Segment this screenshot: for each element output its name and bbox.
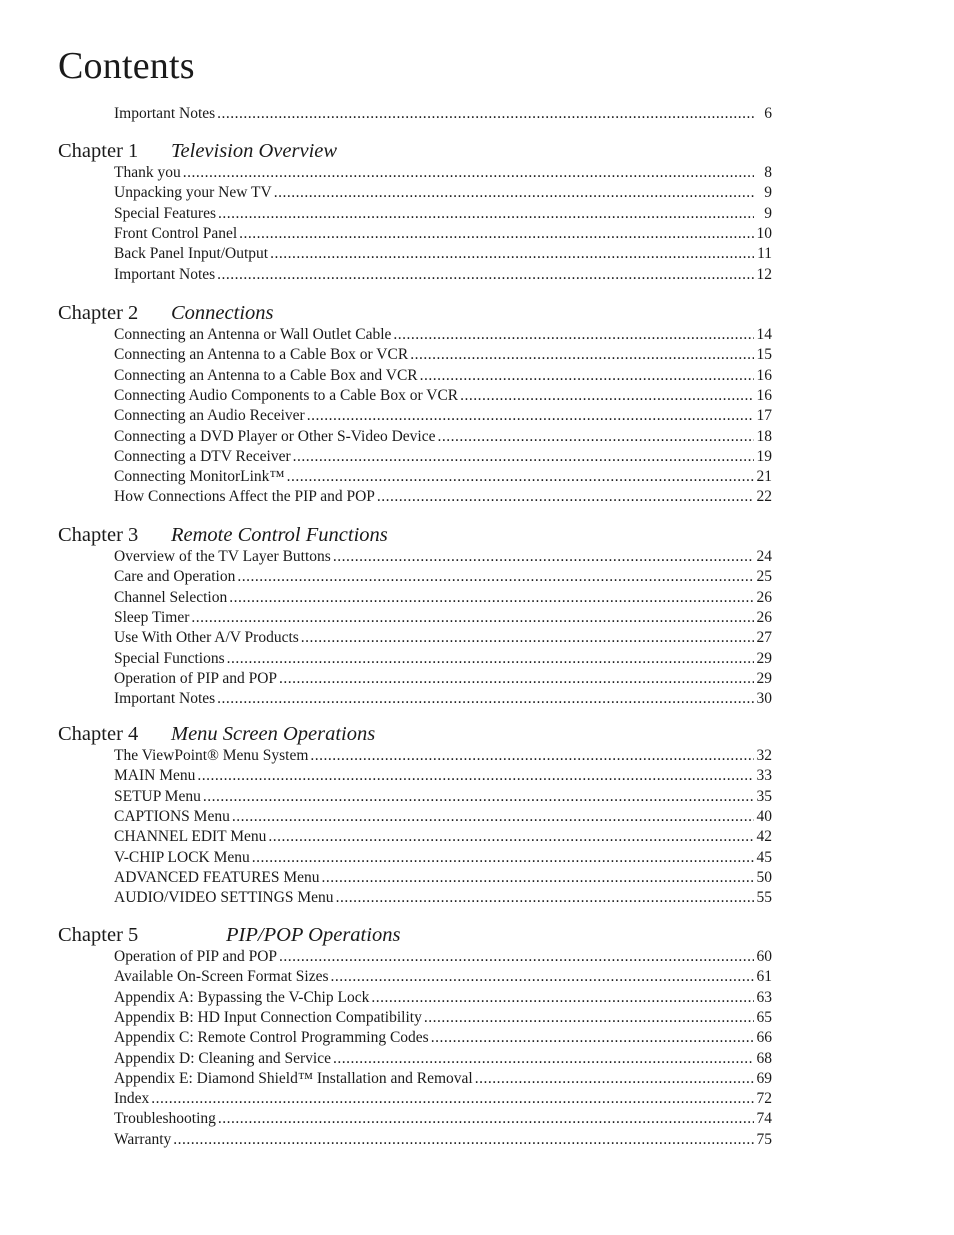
toc-entry-label: Special Functions xyxy=(114,649,225,667)
dot-leader xyxy=(268,828,754,846)
toc-entry-label: MAIN Menu xyxy=(114,767,196,785)
toc-entry-label: V-CHIP LOCK Menu xyxy=(114,848,250,866)
toc-entry-page: 6 xyxy=(764,105,772,122)
toc-entry[interactable] xyxy=(114,367,772,385)
toc-entry[interactable] xyxy=(114,747,772,765)
toc-entry-page: 75 xyxy=(756,1130,772,1148)
toc-entry-label: Connecting an Antenna to a Cable Box or VCR xyxy=(114,346,409,364)
toc-entry-label: Appendix A: Bypassing the V-Chip Lock xyxy=(114,988,370,1006)
toc-entry-page: 45 xyxy=(756,848,772,866)
dot-leader xyxy=(197,767,754,785)
toc-entry-page: 29 xyxy=(756,669,772,687)
toc-entry[interactable] xyxy=(114,1070,772,1088)
toc-entry[interactable] xyxy=(114,164,772,182)
chapter-name: Television Overview xyxy=(171,140,338,162)
toc-entry-page: 68 xyxy=(756,1049,772,1067)
toc-entry-label: Connecting a DTV Receiver xyxy=(114,447,291,465)
toc-entry-page: 55 xyxy=(756,889,772,907)
chapter-number: Chapter 2 xyxy=(58,302,139,324)
toc-entry-label: Connecting an Antenna or Wall Outlet Cable xyxy=(114,326,392,343)
chapter-name: Remote Control Functions xyxy=(171,524,388,546)
toc-entry-label: AUDIO/VIDEO SETTINGS Menu xyxy=(114,889,334,907)
toc-entry-page: 21 xyxy=(756,468,772,486)
dot-leader xyxy=(410,346,754,364)
toc-entry[interactable] xyxy=(114,948,772,966)
dot-leader xyxy=(333,548,754,566)
toc-entry-label: Appendix E: Diamond Shield™ Installation and Removal xyxy=(114,1069,473,1087)
toc-entry[interactable] xyxy=(114,1131,772,1149)
chapter-name: Connections xyxy=(171,302,274,324)
toc-entry-page: 17 xyxy=(756,407,772,425)
toc-entry-page: 65 xyxy=(756,1008,772,1026)
toc-entry[interactable] xyxy=(114,650,772,668)
dot-leader xyxy=(279,948,754,966)
toc-entry-label: Available On-Screen Format Sizes xyxy=(114,968,329,986)
dot-leader xyxy=(293,448,754,466)
toc-entry-label: Appendix D: Cleaning and Service xyxy=(114,1049,331,1067)
toc-entry-page: 74 xyxy=(756,1110,772,1128)
toc-entry-label: Operation of PIP and POP xyxy=(114,669,278,687)
dot-leader xyxy=(279,670,754,688)
toc-entry[interactable] xyxy=(114,808,772,826)
toc-entry-label: Important Notes xyxy=(114,265,216,283)
toc-entry[interactable] xyxy=(114,488,772,506)
dot-leader xyxy=(217,266,754,284)
toc-entry[interactable] xyxy=(114,266,772,284)
toc-entry-label: ADVANCED FEATURES Menu xyxy=(114,868,320,886)
toc-entry-label: Connecting an Audio Receiver xyxy=(114,407,305,425)
toc-entry-label: Important Notes xyxy=(114,105,216,122)
toc-entry-label: The ViewPoint® Menu System xyxy=(114,747,309,764)
toc-entry[interactable] xyxy=(114,849,772,867)
toc-entry-label: Front Control Panel xyxy=(114,224,238,242)
dot-leader xyxy=(274,184,754,202)
toc-entry-page: 50 xyxy=(756,868,772,886)
chapter-number: Chapter 3 xyxy=(58,524,139,546)
dot-leader xyxy=(203,788,754,806)
dot-leader xyxy=(252,849,754,867)
dot-leader xyxy=(420,367,754,385)
toc-entry-page: 26 xyxy=(756,608,772,626)
toc-entry-page: 10 xyxy=(756,224,772,242)
toc-entry-label: Care and Operation xyxy=(114,568,236,586)
toc-entry[interactable] xyxy=(114,1110,772,1128)
toc-entry-label: Troubleshooting xyxy=(114,1110,216,1128)
toc-entry-page: 35 xyxy=(756,787,772,805)
toc-entry-page: 40 xyxy=(756,807,772,825)
toc-entry-label: How Connections Affect the PIP and POP xyxy=(114,488,375,506)
toc-entry-label: SETUP Menu xyxy=(114,787,201,805)
toc-entry-page: 26 xyxy=(756,588,772,606)
toc-entry-page: 16 xyxy=(756,386,772,404)
toc-entry-label: Special Features xyxy=(114,204,217,222)
toc-entry-label: Index xyxy=(114,1090,150,1108)
toc-entry-page: 24 xyxy=(756,548,772,565)
chapter-number: Chapter 5 xyxy=(58,924,139,946)
dot-leader xyxy=(218,205,754,223)
chapter-number: Chapter 1 xyxy=(58,140,139,162)
dot-leader xyxy=(173,1131,754,1149)
dot-leader xyxy=(301,629,754,647)
toc-entry-page: 9 xyxy=(764,184,772,202)
dot-leader xyxy=(229,589,754,607)
toc-entry[interactable] xyxy=(114,1009,772,1027)
toc-entry-label: Back Panel Input/Output xyxy=(114,245,269,263)
dot-leader xyxy=(218,1110,754,1128)
dot-leader xyxy=(475,1070,754,1088)
toc-entry[interactable] xyxy=(114,788,772,806)
toc-entry[interactable] xyxy=(114,690,772,708)
dot-leader xyxy=(424,1009,754,1027)
chapter-name: Menu Screen Operations xyxy=(171,723,376,745)
toc-entry[interactable] xyxy=(114,205,772,223)
toc-entry[interactable] xyxy=(114,767,772,785)
dot-leader xyxy=(460,387,754,405)
toc-entry[interactable] xyxy=(114,589,772,607)
toc-entry-label: Thank you xyxy=(114,164,181,181)
toc-entry-page: 32 xyxy=(756,747,772,764)
toc-entry[interactable] xyxy=(114,105,772,123)
toc-entry-label: Appendix C: Remote Control Programming Codes xyxy=(114,1029,429,1047)
dot-leader xyxy=(310,747,754,765)
toc-entry-label: Channel Selection xyxy=(114,588,228,606)
toc-entry-page: 30 xyxy=(756,690,772,708)
chapter-heading[interactable] xyxy=(58,923,401,947)
chapter-name: PIP/POP Operations xyxy=(226,924,401,946)
dot-leader xyxy=(331,968,755,986)
toc-entry-label: Overview of the TV Layer Buttons xyxy=(114,548,331,565)
toc-entry[interactable] xyxy=(114,869,772,887)
dot-leader xyxy=(151,1090,754,1108)
toc-entry[interactable] xyxy=(114,387,772,405)
toc-entry[interactable] xyxy=(114,568,772,586)
dot-leader xyxy=(232,808,754,826)
toc-entry[interactable] xyxy=(114,468,772,486)
dot-leader xyxy=(287,468,754,486)
toc-entry-label: CAPTIONS Menu xyxy=(114,807,230,825)
toc-entry-page: 29 xyxy=(756,649,772,667)
toc-entry[interactable] xyxy=(114,346,772,364)
dot-leader xyxy=(431,1029,754,1047)
toc-entry-page: 63 xyxy=(756,988,772,1006)
toc-entry-label: CHANNEL EDIT Menu xyxy=(114,828,267,846)
toc-entry-label: Appendix B: HD Input Connection Compatibility xyxy=(114,1008,422,1026)
toc-entry-page: 14 xyxy=(756,326,772,343)
toc-entry-page: 15 xyxy=(756,346,772,364)
toc-entry[interactable] xyxy=(114,1029,772,1047)
dot-leader xyxy=(333,1050,754,1068)
toc-entry-label: Connecting Audio Components to a Cable Box or VCR xyxy=(114,386,459,404)
dot-leader xyxy=(227,650,754,668)
dot-leader xyxy=(191,609,754,627)
toc-entry-label: Unpacking your New TV xyxy=(114,184,272,202)
toc-entry-label: Sleep Timer xyxy=(114,608,190,626)
toc-entry[interactable] xyxy=(114,889,772,907)
toc-entry[interactable] xyxy=(114,1050,772,1068)
toc-entry-page: 33 xyxy=(756,767,772,785)
toc-entry-label: Use With Other A/V Products xyxy=(114,629,299,647)
chapter-heading[interactable] xyxy=(58,523,388,547)
toc-entry[interactable] xyxy=(114,326,772,344)
dot-leader xyxy=(183,164,754,182)
toc-entry[interactable] xyxy=(114,184,772,202)
toc-entry[interactable] xyxy=(114,1090,772,1108)
toc-entry-page: 12 xyxy=(756,265,772,283)
toc-entry-label: Operation of PIP and POP xyxy=(114,948,278,965)
dot-leader xyxy=(437,428,754,446)
chapter-heading[interactable] xyxy=(58,301,274,325)
dot-leader xyxy=(307,407,754,425)
toc-entry-page: 22 xyxy=(756,488,772,506)
toc-entry-page: 19 xyxy=(756,447,772,465)
toc-entry-label: Warranty xyxy=(114,1130,172,1148)
chapter-heading[interactable] xyxy=(58,722,376,746)
toc-entry-page: 16 xyxy=(756,366,772,384)
toc-entry-page: 69 xyxy=(756,1069,772,1087)
toc-entry-label: Connecting a DVD Player or Other S-Video Device xyxy=(114,427,436,445)
dot-leader xyxy=(217,690,754,708)
toc-entry-label: Connecting an Antenna to a Cable Box and VCR xyxy=(114,366,418,384)
toc-entry-page: 60 xyxy=(756,948,772,965)
toc-entry[interactable] xyxy=(114,968,772,986)
chapter-number: Chapter 4 xyxy=(58,723,139,745)
chapter-heading[interactable] xyxy=(58,139,338,163)
toc-entry-page: 18 xyxy=(756,427,772,445)
dot-leader xyxy=(377,488,754,506)
dot-leader xyxy=(322,869,754,887)
toc-entry-page: 42 xyxy=(756,828,772,846)
toc-entry[interactable] xyxy=(114,989,772,1007)
dot-leader xyxy=(393,326,754,344)
toc-entry[interactable] xyxy=(114,428,772,446)
toc-entry-page: 8 xyxy=(764,164,772,181)
toc-entry-page: 27 xyxy=(756,629,772,647)
toc-entry-page: 66 xyxy=(756,1029,772,1047)
toc-entry[interactable] xyxy=(114,670,772,688)
toc-entry[interactable] xyxy=(114,548,772,566)
dot-leader xyxy=(237,568,754,586)
toc-entry-label: Important Notes xyxy=(114,690,216,708)
toc-entry[interactable] xyxy=(114,407,772,425)
toc-entry-page: 72 xyxy=(756,1090,772,1108)
page-title: Contents xyxy=(58,45,195,87)
toc-entry[interactable] xyxy=(114,629,772,647)
toc-entry-page: 11 xyxy=(757,245,772,263)
toc-entry-page: 9 xyxy=(764,204,772,222)
toc-entry[interactable] xyxy=(114,225,772,243)
toc-entry[interactable] xyxy=(114,245,772,263)
dot-leader xyxy=(239,225,754,243)
dot-leader xyxy=(270,245,754,263)
toc-entry-page: 25 xyxy=(756,568,772,586)
dot-leader xyxy=(336,889,754,907)
toc-entry-page: 61 xyxy=(756,968,772,986)
toc-entry[interactable] xyxy=(114,448,772,466)
dot-leader xyxy=(217,105,754,123)
toc-entry[interactable] xyxy=(114,609,772,627)
toc-entry-label: Connecting MonitorLink™ xyxy=(114,468,285,486)
dot-leader xyxy=(371,989,754,1007)
toc-entry[interactable] xyxy=(114,828,772,846)
